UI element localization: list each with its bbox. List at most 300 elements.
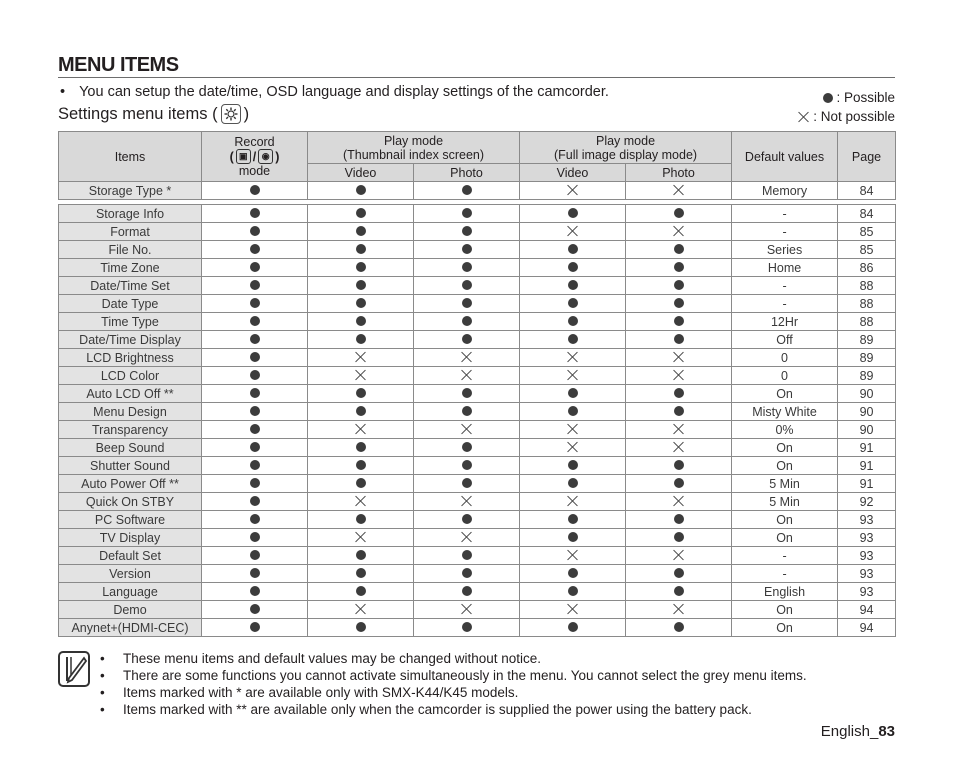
filled-dot-icon: [250, 208, 260, 218]
notes-list: [100, 650, 807, 718]
cross-icon: [567, 423, 578, 434]
availability-cell: [202, 223, 308, 241]
default-value: 12Hr: [732, 313, 838, 331]
filled-dot-icon: [568, 316, 578, 326]
table-row: [59, 205, 896, 223]
availability-cell: [626, 529, 732, 547]
filled-dot-icon: [356, 316, 366, 326]
filled-dot-icon: [674, 586, 684, 596]
header-play-full-sub: (Full image display mode): [553, 147, 698, 162]
availability-cell: [414, 259, 520, 277]
availability-cell: [308, 529, 414, 547]
page-number: 91: [838, 439, 896, 457]
filled-dot-icon: [250, 460, 260, 470]
item-name: Default Set: [59, 547, 202, 565]
cross-icon: [673, 603, 684, 614]
default-value: -: [732, 547, 838, 565]
cross-icon: [567, 495, 578, 506]
cross-icon: [461, 495, 472, 506]
cross-icon: [567, 549, 578, 560]
cross-icon: [567, 351, 578, 362]
availability-cell: [202, 205, 308, 223]
filled-dot-icon: [356, 262, 366, 272]
filled-dot-icon: [462, 442, 472, 452]
item-name: Auto Power Off **: [59, 475, 202, 493]
filled-dot-icon: [568, 478, 578, 488]
footer-language: English_: [820, 723, 879, 740]
availability-cell: [202, 421, 308, 439]
filled-dot-icon: [568, 208, 578, 218]
availability-cell: [202, 241, 308, 259]
availability-cell: [414, 475, 520, 493]
item-name: LCD Color: [59, 367, 202, 385]
filled-dot-icon: [250, 514, 260, 524]
availability-cell: [202, 295, 308, 313]
filled-dot-icon: [356, 406, 366, 416]
availability-cell: [626, 367, 732, 385]
availability-cell: [520, 493, 626, 511]
subheading-text: Settings menu items (: [58, 104, 218, 123]
table-body: [59, 182, 896, 637]
filled-dot-icon: [568, 586, 578, 596]
page-number: 92: [838, 493, 896, 511]
availability-cell: [414, 385, 520, 403]
availability-cell: [520, 241, 626, 259]
availability-cell: [626, 511, 732, 529]
filled-dot-icon: [674, 316, 684, 326]
table-row: [59, 565, 896, 583]
default-value: 5 Min: [732, 493, 838, 511]
cross-icon: [798, 111, 809, 122]
header-play-full-title: Play mode: [595, 133, 656, 148]
page-number: 85: [838, 223, 896, 241]
default-value: On: [732, 439, 838, 457]
filled-dot-icon: [250, 424, 260, 434]
page-number: 89: [838, 367, 896, 385]
header-play-thumb-title: Play mode: [383, 133, 444, 148]
header-thumb-photo: Photo: [414, 164, 520, 182]
filled-dot-icon: [250, 586, 260, 596]
item-name: Format: [59, 223, 202, 241]
filled-dot-icon: [356, 568, 366, 578]
filled-dot-icon: [674, 622, 684, 632]
default-value: On: [732, 601, 838, 619]
table-row: [59, 421, 896, 439]
intro-text: [60, 84, 609, 100]
cross-icon: [461, 423, 472, 434]
availability-cell: [308, 331, 414, 349]
default-value: On: [732, 385, 838, 403]
availability-cell: [308, 367, 414, 385]
availability-cell: [626, 547, 732, 565]
availability-cell: [414, 313, 520, 331]
availability-cell: [414, 182, 520, 200]
availability-cell: [308, 475, 414, 493]
gear-icon: [221, 104, 241, 124]
availability-cell: [520, 182, 626, 200]
title-divider: [58, 77, 895, 78]
availability-cell: [202, 457, 308, 475]
availability-cell: [414, 619, 520, 637]
filled-dot-icon: [568, 298, 578, 308]
header-page: Page: [838, 132, 896, 182]
note-item: • Items marked with * are available only with SMX-K44/K45 models.: [100, 685, 519, 700]
table-row: [59, 367, 896, 385]
availability-cell: [626, 601, 732, 619]
filled-dot-icon: [674, 388, 684, 398]
default-value: Off: [732, 331, 838, 349]
item-name: Language: [59, 583, 202, 601]
availability-cell: [626, 241, 732, 259]
page-number: 91: [838, 475, 896, 493]
table-row: [59, 313, 896, 331]
availability-cell: [308, 439, 414, 457]
availability-cell: [202, 331, 308, 349]
availability-cell: [626, 565, 732, 583]
default-value: On: [732, 511, 838, 529]
availability-cell: [202, 619, 308, 637]
availability-cell: [626, 223, 732, 241]
table-row: [59, 583, 896, 601]
availability-cell: [520, 259, 626, 277]
availability-cell: [202, 529, 308, 547]
availability-cell: [202, 583, 308, 601]
availability-cell: [626, 439, 732, 457]
availability-cell: [520, 457, 626, 475]
header-play-full: [520, 132, 732, 164]
availability-cell: [520, 205, 626, 223]
legend: [798, 88, 895, 126]
note-text: Items marked with ** are available only when the camcorder is supplied the power using the battery pack.: [123, 702, 752, 717]
availability-cell: [414, 205, 520, 223]
page-number: 84: [838, 205, 896, 223]
filled-dot-icon: [356, 460, 366, 470]
default-value: 0%: [732, 421, 838, 439]
table-row: [59, 439, 896, 457]
cross-icon: [461, 351, 472, 362]
filled-dot-icon: [250, 568, 260, 578]
default-value: Series: [732, 241, 838, 259]
page-number: 84: [838, 182, 896, 200]
availability-cell: [202, 367, 308, 385]
filled-dot-icon: [462, 262, 472, 272]
availability-cell: [520, 277, 626, 295]
availability-cell: [202, 493, 308, 511]
cross-icon: [567, 441, 578, 452]
table-row: [59, 493, 896, 511]
cross-icon: [673, 184, 684, 195]
filled-dot-icon: [356, 586, 366, 596]
filled-dot-icon: [462, 478, 472, 488]
note-text: There are some functions you cannot activate simultaneously in the menu. You cannot select the grey menu items.: [123, 668, 807, 683]
table-row: [59, 182, 896, 200]
table-row: [59, 475, 896, 493]
availability-cell: [308, 601, 414, 619]
table-row: [59, 385, 896, 403]
availability-cell: [308, 511, 414, 529]
filled-dot-icon: [356, 226, 366, 236]
item-name: TV Display: [59, 529, 202, 547]
item-name: Storage Info: [59, 205, 202, 223]
table-row: [59, 547, 896, 565]
availability-cell: [202, 511, 308, 529]
item-name: File No.: [59, 241, 202, 259]
availability-cell: [308, 349, 414, 367]
availability-cell: [202, 565, 308, 583]
filled-dot-icon: [250, 352, 260, 362]
filled-dot-icon: [356, 622, 366, 632]
cross-icon: [673, 549, 684, 560]
page-title: MENU ITEMS: [58, 54, 179, 76]
availability-cell: [626, 385, 732, 403]
default-value: On: [732, 619, 838, 637]
filled-dot-icon: [356, 514, 366, 524]
availability-cell: [202, 277, 308, 295]
item-name: Time Type: [59, 313, 202, 331]
filled-dot-icon: [356, 442, 366, 452]
filled-dot-icon: [674, 334, 684, 344]
table-row: [59, 259, 896, 277]
header-default-values: Default values: [732, 132, 838, 182]
filled-dot-icon: [823, 93, 833, 103]
availability-cell: [308, 421, 414, 439]
footer-page-number: 83: [878, 723, 895, 740]
default-value: Memory: [732, 182, 838, 200]
availability-cell: [414, 457, 520, 475]
cross-icon: [461, 603, 472, 614]
availability-cell: [414, 493, 520, 511]
video-camera-icon: ▣: [236, 149, 251, 164]
page-number: 88: [838, 277, 896, 295]
default-value: -: [732, 223, 838, 241]
item-name: Menu Design: [59, 403, 202, 421]
filled-dot-icon: [568, 568, 578, 578]
subheading-close: ): [243, 104, 250, 123]
cross-icon: [355, 351, 366, 362]
page-number: 89: [838, 349, 896, 367]
filled-dot-icon: [356, 185, 366, 195]
table-row: [59, 295, 896, 313]
table-row: [59, 511, 896, 529]
filled-dot-icon: [568, 532, 578, 542]
availability-cell: [202, 182, 308, 200]
page-footer: [821, 723, 895, 740]
default-value: -: [732, 565, 838, 583]
table-row: [59, 457, 896, 475]
availability-cell: [520, 583, 626, 601]
filled-dot-icon: [674, 478, 684, 488]
filled-dot-icon: [250, 244, 260, 254]
availability-cell: [520, 313, 626, 331]
cross-icon: [673, 441, 684, 452]
page-number: 93: [838, 511, 896, 529]
cross-icon: [673, 495, 684, 506]
page-number: 89: [838, 331, 896, 349]
availability-cell: [626, 349, 732, 367]
filled-dot-icon: [674, 568, 684, 578]
availability-cell: [626, 583, 732, 601]
availability-cell: [520, 529, 626, 547]
filled-dot-icon: [250, 622, 260, 632]
cross-icon: [461, 369, 472, 380]
item-name: Quick On STBY: [59, 493, 202, 511]
availability-cell: [520, 331, 626, 349]
availability-cell: [414, 241, 520, 259]
availability-cell: [202, 475, 308, 493]
filled-dot-icon: [462, 586, 472, 596]
filled-dot-icon: [568, 460, 578, 470]
page-number: 90: [838, 385, 896, 403]
cross-icon: [673, 369, 684, 380]
availability-cell: [414, 529, 520, 547]
default-value: -: [732, 205, 838, 223]
item-name: Demo: [59, 601, 202, 619]
availability-cell: [414, 403, 520, 421]
header-play-thumbnail: [308, 132, 520, 164]
filled-dot-icon: [356, 550, 366, 560]
availability-cell: [626, 493, 732, 511]
availability-cell: [626, 403, 732, 421]
note-item: • These menu items and default values may be changed without notice.: [100, 651, 541, 666]
filled-dot-icon: [250, 370, 260, 380]
filled-dot-icon: [462, 388, 472, 398]
table-row: [59, 619, 896, 637]
table-row: [59, 403, 896, 421]
cross-icon: [355, 495, 366, 506]
section-subheading: [58, 104, 249, 124]
page-number: 93: [838, 565, 896, 583]
item-name: Beep Sound: [59, 439, 202, 457]
filled-dot-icon: [250, 496, 260, 506]
availability-cell: [414, 511, 520, 529]
filled-dot-icon: [250, 406, 260, 416]
header-mode: mode: [238, 164, 271, 178]
page-number: 86: [838, 259, 896, 277]
item-name: Auto LCD Off **: [59, 385, 202, 403]
availability-cell: [308, 385, 414, 403]
availability-cell: [308, 259, 414, 277]
filled-dot-icon: [462, 514, 472, 524]
page-number: 94: [838, 601, 896, 619]
availability-cell: [414, 223, 520, 241]
cross-icon: [355, 603, 366, 614]
page-number: 94: [838, 619, 896, 637]
availability-cell: [520, 385, 626, 403]
availability-cell: [520, 421, 626, 439]
availability-cell: [414, 547, 520, 565]
availability-cell: [308, 583, 414, 601]
availability-cell: [520, 475, 626, 493]
filled-dot-icon: [462, 185, 472, 195]
cross-icon: [567, 603, 578, 614]
availability-cell: [414, 421, 520, 439]
availability-cell: [202, 439, 308, 457]
filled-dot-icon: [568, 262, 578, 272]
filled-dot-icon: [462, 208, 472, 218]
note-item: • There are some functions you cannot activate simultaneously in the menu. You cannot select the grey menu items.: [100, 668, 807, 683]
availability-cell: [414, 367, 520, 385]
availability-cell: [626, 331, 732, 349]
intro-sentence: You can setup the date/time, OSD language and display settings of the camcorder.: [79, 84, 609, 100]
filled-dot-icon: [462, 316, 472, 326]
page-number: 90: [838, 403, 896, 421]
page-number: 88: [838, 313, 896, 331]
availability-cell: [626, 421, 732, 439]
item-name: Date Type: [59, 295, 202, 313]
page-number: 91: [838, 457, 896, 475]
availability-cell: [520, 223, 626, 241]
filled-dot-icon: [250, 185, 260, 195]
filled-dot-icon: [462, 280, 472, 290]
availability-cell: [520, 439, 626, 457]
default-value: 0: [732, 349, 838, 367]
filled-dot-icon: [674, 280, 684, 290]
default-value: On: [732, 457, 838, 475]
availability-cell: [520, 367, 626, 385]
filled-dot-icon: [568, 406, 578, 416]
page-number: 93: [838, 583, 896, 601]
default-value: Misty White: [732, 403, 838, 421]
cross-icon: [567, 225, 578, 236]
note-text: Items marked with * are available only with SMX-K44/K45 models.: [123, 685, 519, 700]
filled-dot-icon: [356, 244, 366, 254]
availability-cell: [626, 475, 732, 493]
default-value: 0: [732, 367, 838, 385]
item-name: Transparency: [59, 421, 202, 439]
availability-cell: [414, 277, 520, 295]
filled-dot-icon: [462, 622, 472, 632]
cross-icon: [355, 369, 366, 380]
availability-cell: [626, 457, 732, 475]
filled-dot-icon: [250, 604, 260, 614]
default-value: -: [732, 277, 838, 295]
filled-dot-icon: [674, 406, 684, 416]
default-value: Home: [732, 259, 838, 277]
filled-dot-icon: [356, 334, 366, 344]
default-value: 5 Min: [732, 475, 838, 493]
availability-cell: [520, 295, 626, 313]
table-row: [59, 601, 896, 619]
filled-dot-icon: [250, 478, 260, 488]
page-number: 88: [838, 295, 896, 313]
filled-dot-icon: [250, 442, 260, 452]
header-full-photo: Photo: [626, 164, 732, 182]
header-record: Record: [234, 135, 275, 149]
record-mode-icons: ( ▣ / ◉ ): [229, 149, 280, 164]
filled-dot-icon: [250, 316, 260, 326]
filled-dot-icon: [568, 622, 578, 632]
availability-cell: [414, 601, 520, 619]
filled-dot-icon: [674, 244, 684, 254]
availability-cell: [414, 349, 520, 367]
item-name: PC Software: [59, 511, 202, 529]
filled-dot-icon: [462, 550, 472, 560]
availability-cell: [202, 403, 308, 421]
availability-cell: [308, 547, 414, 565]
availability-cell: [626, 277, 732, 295]
filled-dot-icon: [674, 298, 684, 308]
page-number: 93: [838, 529, 896, 547]
filled-dot-icon: [356, 388, 366, 398]
note-pencil-icon: [58, 651, 90, 687]
page-number: 90: [838, 421, 896, 439]
table-row: [59, 529, 896, 547]
filled-dot-icon: [674, 460, 684, 470]
filled-dot-icon: [250, 550, 260, 560]
availability-cell: [308, 241, 414, 259]
filled-dot-icon: [568, 244, 578, 254]
filled-dot-icon: [674, 262, 684, 272]
